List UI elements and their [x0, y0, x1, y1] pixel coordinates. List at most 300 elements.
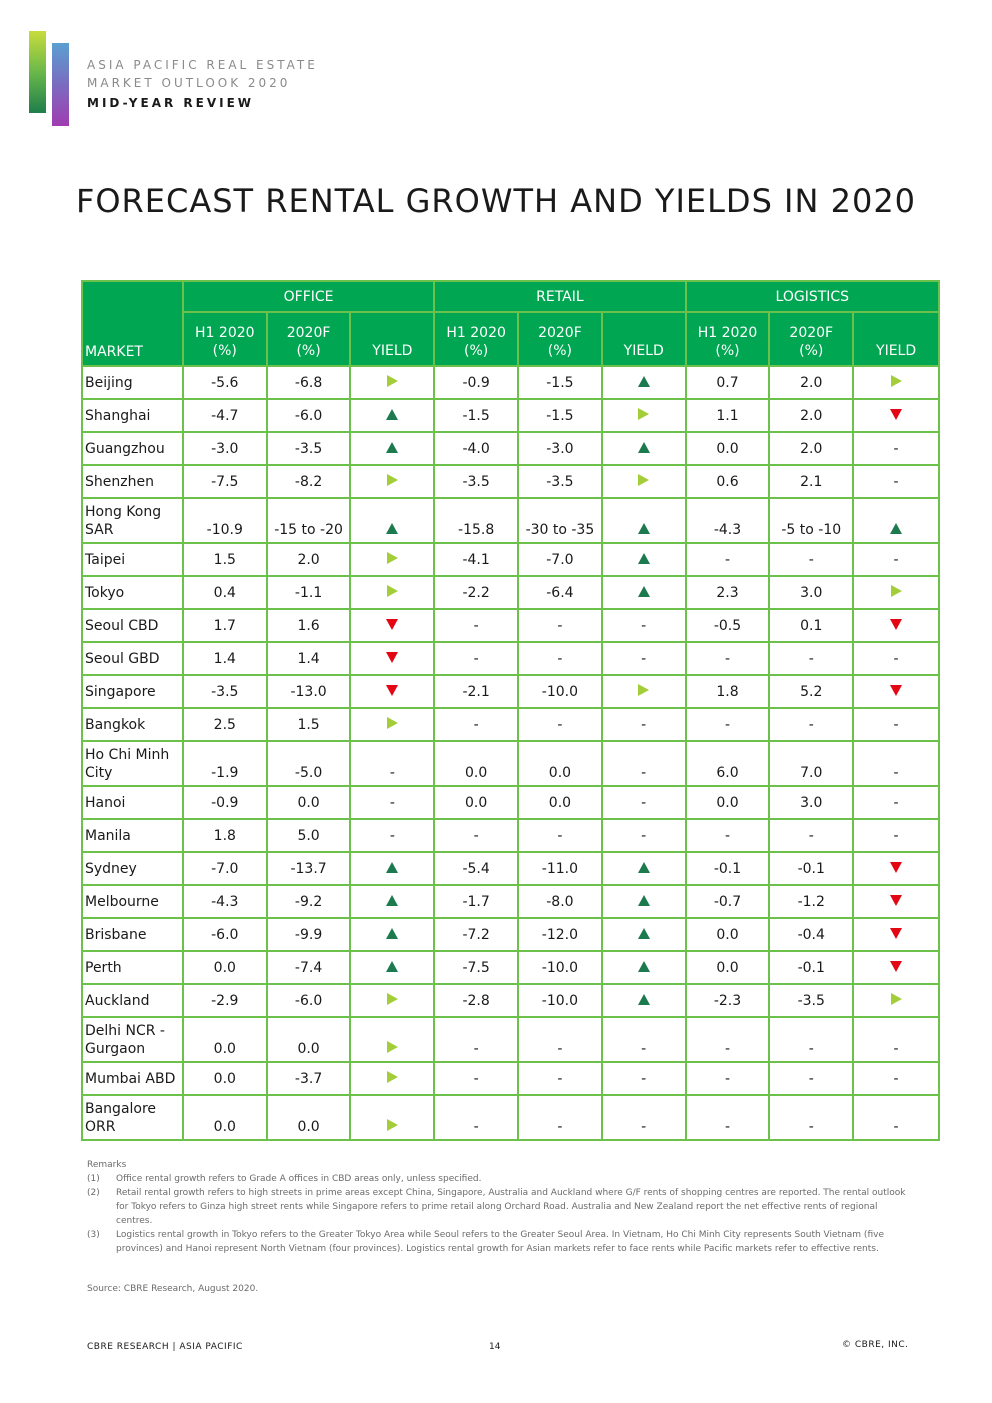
market-name: Bangkok: [85, 716, 146, 733]
cell-value: -: [893, 827, 899, 844]
market-name-cell: [82, 366, 183, 399]
logistics-2020f-cell: [769, 951, 853, 984]
office-2020f-cell: [267, 885, 351, 918]
market-name-cell: [82, 675, 183, 708]
logistics-2020f-cell: [769, 543, 853, 576]
cell-value: 1.5: [213, 551, 236, 568]
cell-value: -: [389, 765, 395, 781]
market-name-cell: [82, 984, 183, 1017]
cell-value: 0.0: [213, 1119, 236, 1135]
logistics-yield-cell: [853, 432, 939, 465]
market-name-cell: [82, 576, 183, 609]
triangle-up-icon: [386, 409, 398, 420]
retail-h1-2020-cell: [434, 432, 518, 465]
retail-h1-2020-cell: [434, 885, 518, 918]
triangle-right-icon: [387, 552, 398, 564]
market-name-cell: [82, 819, 183, 852]
market-name: City: [85, 764, 113, 781]
triangle-up-icon: [638, 928, 650, 939]
cell-value: -8.0: [546, 893, 574, 910]
office-yield-cell: [350, 1017, 434, 1062]
retail-yield-cell: [602, 432, 686, 465]
cell-value: 5.2: [800, 683, 823, 700]
logistics-h1-2020-cell: [686, 885, 770, 918]
cell-value: -: [808, 1119, 814, 1135]
office-h1-2020-cell: [183, 432, 267, 465]
cell-value: -4.0: [462, 440, 490, 457]
cell-value: -3.0: [546, 440, 574, 457]
cell-value: -0.7: [713, 893, 742, 910]
retail-2020f-cell: [518, 1062, 602, 1095]
cell-value: -: [473, 1119, 479, 1135]
table-row: [82, 543, 939, 576]
logistics-2020f-cell: [769, 786, 853, 819]
footer-publisher: CBRE RESEARCH | ASIA PACIFIC: [87, 1342, 243, 1352]
cell-value: -1.7: [462, 893, 490, 910]
office-yield-cell: [350, 1062, 434, 1095]
cell-value: 0.1: [800, 617, 823, 634]
triangle-up-icon: [638, 862, 650, 873]
logistics-yield-cell: [853, 498, 939, 543]
retail-yield-cell: [602, 1017, 686, 1062]
sub-header-line: (%): [799, 343, 824, 359]
logistics-h1-2020-cell: [686, 399, 770, 432]
triangle-right-icon: [891, 585, 902, 597]
retail-2020f-cell: [518, 708, 602, 741]
market-name-cell: [82, 609, 183, 642]
retail-2020f-cell: [518, 885, 602, 918]
office-h1-2020-cell: [183, 708, 267, 741]
market-name: Tokyo: [85, 584, 125, 601]
cell-value: -: [389, 827, 395, 844]
table-row: [82, 576, 939, 609]
office-2020f-cell: [267, 741, 351, 786]
cell-value: -: [893, 716, 899, 733]
cell-value: -: [641, 617, 647, 634]
office-yield-cell: [350, 465, 434, 498]
retail-yield-cell: [602, 708, 686, 741]
market-name: Manila: [85, 827, 131, 844]
table-row: [82, 984, 939, 1017]
cell-value: 1.8: [213, 827, 236, 844]
triangle-up-icon: [638, 961, 650, 972]
cell-value: 0.0: [297, 1119, 320, 1135]
retail-h1-2020-cell: [434, 819, 518, 852]
triangle-up-icon: [638, 553, 650, 564]
office-2020f-cell: [267, 951, 351, 984]
logistics-2020f-cell: [769, 465, 853, 498]
triangle-up-icon: [638, 376, 650, 387]
cell-value: -6.0: [294, 407, 323, 424]
logistics-2020f-cell: [769, 741, 853, 786]
logistics-2020f-cell: [769, 609, 853, 642]
logistics-2020f-cell: [769, 708, 853, 741]
market-name-cell: [82, 432, 183, 465]
remarks-heading: Remarks: [87, 1160, 127, 1170]
sub-header-line: H1 2020: [195, 325, 255, 341]
triangle-right-icon: [387, 474, 398, 486]
cell-value: -: [893, 765, 899, 781]
cell-value: -3.0: [211, 440, 239, 457]
triangle-up-icon: [638, 523, 650, 534]
logistics-h1-2020-cell: [686, 708, 770, 741]
remark-text: Logistics rental growth in Tokyo refers to the Greater Tokyo Area while Seoul refers to the Greater Seoul Area. In Vietnam, Ho Chi Minh City represents South Vietnam (five provinces) and Hanoi represent North Vietnam (four provinces). Logistics rental growth for Asian markets refer to face rents while Pacific markets refer to effective rents.: [116, 1230, 884, 1254]
office-h1-2020-cell: [183, 786, 267, 819]
cell-value: -: [893, 551, 899, 568]
market-name-cell: [82, 543, 183, 576]
cell-value: -: [724, 1119, 730, 1135]
retail-yield-cell: [602, 366, 686, 399]
cell-value: -: [724, 716, 730, 733]
office-yield-cell: [350, 852, 434, 885]
office-2020f-cell: [267, 498, 351, 543]
market-name: Taipei: [85, 551, 126, 568]
cell-value: -8.2: [294, 473, 323, 490]
cell-value: -6.4: [546, 584, 574, 601]
table-row: [82, 786, 939, 819]
office-h1-2020-cell: [183, 498, 267, 543]
cell-value: -: [724, 551, 730, 568]
triangle-down-icon: [890, 409, 902, 420]
cell-value: -2.2: [462, 584, 490, 601]
logistics-yield-cell: [853, 576, 939, 609]
sub-header-line: 2020F: [286, 325, 331, 341]
cell-value: 1.4: [297, 650, 320, 667]
office-yield-cell: [350, 609, 434, 642]
cell-value: -3.5: [462, 473, 490, 490]
logistics-h1-2020-cell: [686, 918, 770, 951]
sub-header-line: (%): [547, 343, 573, 359]
cell-value: -: [808, 827, 814, 844]
cell-value: 1.5: [297, 716, 320, 733]
logistics-yield-cell: [853, 885, 939, 918]
sub-header-2: [350, 312, 434, 366]
sub-header-line: 2020F: [789, 325, 834, 341]
logistics-2020f-cell: [769, 675, 853, 708]
office-yield-cell: [350, 675, 434, 708]
office-2020f-cell: [267, 786, 351, 819]
retail-yield-cell: [602, 675, 686, 708]
office-h1-2020-cell: [183, 366, 267, 399]
office-yield-cell: [350, 432, 434, 465]
retail-yield-cell: [602, 576, 686, 609]
cell-value: -2.3: [713, 992, 742, 1009]
logistics-yield-cell: [853, 609, 939, 642]
cell-value: -: [893, 473, 899, 490]
sub-header-3: [434, 312, 518, 366]
cell-value: -3.5: [546, 473, 574, 490]
retail-yield-cell: [602, 885, 686, 918]
market-name: Melbourne: [85, 893, 159, 910]
triangle-up-icon: [638, 895, 650, 906]
cell-value: -0.4: [797, 926, 825, 943]
cell-value: 0.0: [716, 440, 739, 457]
cell-value: -: [893, 1070, 899, 1087]
cell-value: -: [808, 551, 814, 568]
cell-value: 1.1: [716, 407, 739, 424]
cell-value: -: [893, 794, 899, 811]
table-row: [82, 609, 939, 642]
office-2020f-cell: [267, 642, 351, 675]
sub-header-line: YIELD: [372, 343, 413, 359]
table-row: [82, 465, 939, 498]
sub-header-8: [853, 312, 939, 366]
cell-value: -: [641, 1070, 647, 1087]
sub-header-0: [183, 312, 267, 366]
market-name-cell: [82, 1017, 183, 1062]
retail-yield-cell: [602, 465, 686, 498]
cell-value: -7.5: [211, 473, 239, 490]
retail-2020f-cell: [518, 576, 602, 609]
cell-value: -: [724, 827, 730, 844]
office-2020f-cell: [267, 465, 351, 498]
retail-2020f-cell: [518, 366, 602, 399]
cell-value: -: [641, 1119, 647, 1135]
cell-value: -10.9: [206, 522, 243, 538]
cell-value: 0.7: [716, 374, 739, 391]
cell-value: 0.0: [716, 926, 739, 943]
office-h1-2020-cell: [183, 1095, 267, 1140]
office-2020f-cell: [267, 576, 351, 609]
logistics-yield-cell: [853, 918, 939, 951]
office-yield-cell: [350, 984, 434, 1017]
office-2020f-cell: [267, 1017, 351, 1062]
cell-value: 2.0: [800, 440, 823, 457]
retail-2020f-cell: [518, 951, 602, 984]
cell-value: -0.1: [797, 860, 825, 877]
office-yield-cell: [350, 498, 434, 543]
retail-yield-cell: [602, 951, 686, 984]
market-name: Ho Chi Minh: [85, 746, 170, 763]
retail-h1-2020-cell: [434, 366, 518, 399]
office-yield-cell: [350, 1095, 434, 1140]
triangle-up-icon: [386, 442, 398, 453]
cell-value: -7.0: [546, 551, 574, 568]
retail-2020f-cell: [518, 432, 602, 465]
triangle-down-icon: [890, 685, 902, 696]
retail-h1-2020-cell: [434, 609, 518, 642]
triangle-up-icon: [386, 961, 398, 972]
cell-value: -: [893, 1119, 899, 1135]
cell-value: 1.4: [213, 650, 236, 667]
logistics-h1-2020-cell: [686, 984, 770, 1017]
cell-value: 0.0: [297, 1041, 320, 1057]
triangle-right-icon: [891, 375, 902, 387]
remark-item: [87, 1228, 907, 1256]
retail-h1-2020-cell: [434, 984, 518, 1017]
retail-2020f-cell: [518, 399, 602, 432]
retail-yield-cell: [602, 1062, 686, 1095]
cell-value: -: [557, 716, 563, 733]
market-name: Shenzhen: [85, 473, 154, 490]
market-name-cell: [82, 465, 183, 498]
logistics-h1-2020-cell: [686, 576, 770, 609]
cell-value: 2.0: [800, 407, 823, 424]
cell-value: -0.5: [713, 617, 742, 634]
market-name: ORR: [85, 1118, 116, 1135]
office-h1-2020-cell: [183, 642, 267, 675]
market-name-cell: [82, 786, 183, 819]
table-row: [82, 498, 939, 543]
triangle-right-icon: [638, 684, 649, 696]
table-row: [82, 885, 939, 918]
cell-value: -1.5: [546, 407, 574, 424]
cell-value: 0.0: [213, 1070, 236, 1087]
retail-h1-2020-cell: [434, 465, 518, 498]
market-name: Hanoi: [85, 794, 126, 811]
triangle-right-icon: [387, 585, 398, 597]
cell-value: -: [808, 650, 814, 667]
logistics-2020f-cell: [769, 1062, 853, 1095]
cell-value: -: [893, 650, 899, 667]
triangle-up-icon: [638, 442, 650, 453]
logistics-yield-cell: [853, 951, 939, 984]
cell-value: 0.0: [213, 959, 236, 976]
retail-yield-cell: [602, 786, 686, 819]
retail-2020f-cell: [518, 498, 602, 543]
market-name: Seoul GBD: [85, 650, 160, 667]
triangle-down-icon: [890, 961, 902, 972]
sub-header-line: H1 2020: [446, 325, 506, 341]
cell-value: -12.0: [541, 926, 579, 943]
logistics-h1-2020-cell: [686, 642, 770, 675]
retail-h1-2020-cell: [434, 951, 518, 984]
office-yield-cell: [350, 741, 434, 786]
report-series-title: ASIA PACIFIC REAL ESTATE: [87, 58, 318, 72]
remark-text: Office rental growth refers to Grade A offices in CBD areas only, unless specified.: [116, 1174, 482, 1184]
logistics-yield-cell: [853, 642, 939, 675]
cell-value: 0.6: [716, 473, 739, 490]
retail-h1-2020-cell: [434, 576, 518, 609]
table-row: [82, 708, 939, 741]
retail-yield-cell: [602, 918, 686, 951]
market-name-cell: [82, 918, 183, 951]
table-row: [82, 918, 939, 951]
cell-value: -9.9: [294, 926, 323, 943]
office-2020f-cell: [267, 708, 351, 741]
office-h1-2020-cell: [183, 819, 267, 852]
retail-2020f-cell: [518, 675, 602, 708]
logistics-2020f-cell: [769, 918, 853, 951]
sub-header-line: 2020F: [538, 325, 582, 341]
logistics-yield-cell: [853, 465, 939, 498]
market-name-cell: [82, 1062, 183, 1095]
cell-value: -: [641, 794, 647, 811]
cell-value: -1.2: [797, 893, 825, 910]
cell-value: -0.9: [462, 374, 490, 391]
cell-value: -6.0: [294, 992, 323, 1009]
cell-value: -: [893, 440, 899, 457]
cell-value: -10.0: [541, 992, 579, 1009]
cell-value: -0.9: [211, 794, 239, 811]
market-name: Seoul CBD: [85, 617, 159, 634]
retail-h1-2020-cell: [434, 1017, 518, 1062]
cell-value: -2.9: [211, 992, 239, 1009]
sub-header-1: [267, 312, 351, 366]
market-name-cell: [82, 399, 183, 432]
triangle-right-icon: [387, 375, 398, 387]
cell-value: 0.0: [465, 794, 488, 811]
triangle-right-icon: [387, 1119, 398, 1131]
office-2020f-cell: [267, 675, 351, 708]
logistics-h1-2020-cell: [686, 432, 770, 465]
cell-value: 3.0: [800, 584, 823, 601]
market-name-cell: [82, 951, 183, 984]
table-row: [82, 399, 939, 432]
cell-value: -: [893, 1041, 899, 1057]
retail-2020f-cell: [518, 819, 602, 852]
cell-value: 0.0: [297, 794, 320, 811]
logistics-2020f-cell: [769, 984, 853, 1017]
retail-h1-2020-cell: [434, 1095, 518, 1140]
cell-value: -1.5: [462, 407, 490, 424]
office-yield-cell: [350, 642, 434, 675]
cell-value: -: [641, 827, 647, 844]
logistics-h1-2020-cell: [686, 465, 770, 498]
market-name-cell: [82, 885, 183, 918]
logistics-h1-2020-cell: [686, 786, 770, 819]
remark-item: [87, 1172, 907, 1186]
office-group-header: OFFICE: [183, 281, 434, 312]
retail-yield-cell: [602, 498, 686, 543]
cell-value: 6.0: [716, 765, 739, 781]
cell-value: -15.8: [458, 522, 495, 538]
market-name: Bangalore: [85, 1100, 157, 1117]
cell-value: -2.8: [462, 992, 490, 1009]
cell-value: -5.4: [462, 860, 490, 877]
cell-value: 3.0: [800, 794, 823, 811]
cell-value: 1.6: [297, 617, 320, 634]
office-2020f-cell: [267, 432, 351, 465]
office-h1-2020-cell: [183, 609, 267, 642]
logistics-h1-2020-cell: [686, 852, 770, 885]
cell-value: -: [641, 650, 647, 667]
cell-value: -5.0: [294, 765, 323, 781]
market-name: Mumbai ABD: [85, 1070, 176, 1087]
sub-header-7: [769, 312, 853, 366]
office-h1-2020-cell: [183, 543, 267, 576]
logistics-2020f-cell: [769, 366, 853, 399]
cell-value: -4.3: [713, 522, 742, 538]
market-name: Shanghai: [85, 407, 151, 424]
cell-value: -4.3: [211, 893, 239, 910]
triangle-up-icon: [386, 862, 398, 873]
retail-yield-cell: [602, 543, 686, 576]
table-row: [82, 741, 939, 786]
logistics-2020f-cell: [769, 1017, 853, 1062]
retail-yield-cell: [602, 642, 686, 675]
sub-header-6: [686, 312, 770, 366]
retail-h1-2020-cell: [434, 675, 518, 708]
cell-value: -: [641, 716, 647, 733]
office-yield-cell: [350, 951, 434, 984]
page-title: FORECAST RENTAL GROWTH AND YIELDS IN 2020: [75, 182, 917, 220]
logistics-yield-cell: [853, 708, 939, 741]
cell-value: -: [724, 1070, 730, 1087]
logistics-yield-cell: [853, 741, 939, 786]
cell-value: -7.0: [211, 860, 239, 877]
sub-header-line: YIELD: [876, 343, 917, 359]
triangle-right-icon: [891, 993, 902, 1005]
cell-value: -4.1: [462, 551, 490, 568]
cell-value: -: [473, 650, 479, 667]
cell-value: -3.5: [294, 440, 323, 457]
logistics-h1-2020-cell: [686, 1017, 770, 1062]
cell-value: -6.0: [211, 926, 239, 943]
cell-value: 2.3: [716, 584, 739, 601]
retail-2020f-cell: [518, 465, 602, 498]
triangle-down-icon: [386, 652, 398, 663]
